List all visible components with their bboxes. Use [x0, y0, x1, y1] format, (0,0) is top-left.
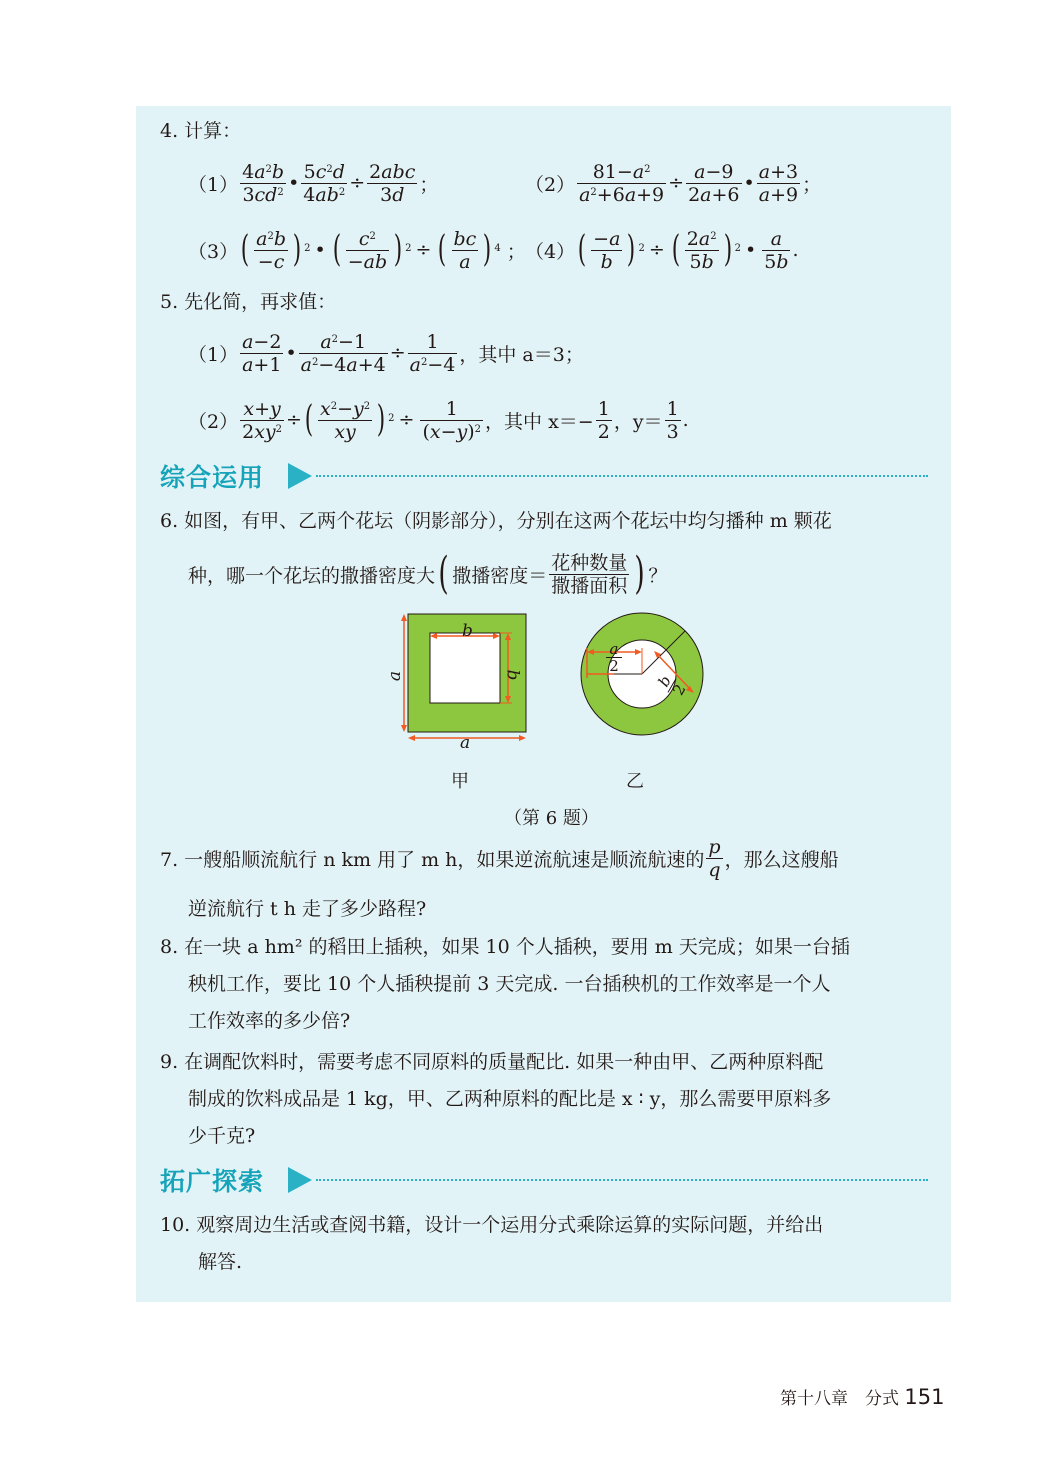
page-footer: [780, 1384, 945, 1409]
problem7-line2: 逆流航行 t h 走了多少路程?: [188, 898, 427, 920]
figure-jia-label-b-top: b: [462, 621, 473, 641]
problem8-line3: 工作效率的多少倍?: [188, 1010, 351, 1032]
figure-jia-caption: 甲: [451, 771, 469, 792]
problem10-line1: 10. 观察周边生活或查阅书籍，设计一个运用分式乘除运算的实际问题，并给出: [160, 1214, 824, 1236]
problem9-line1: 9. 在调配饮料时，需要考虑不同原料的质量配比. 如果一种由甲、乙两种原料配: [160, 1051, 824, 1073]
figure-jia-label-b-right: b: [502, 669, 523, 681]
problem4-part4: （4） ( $\frac{-a}{b}$ ) $^2$ ÷ ( $\frac{2a^2}{5b}$ ) $^2$ • $\frac{a}{5b}$ .: [525, 227, 799, 273]
density-numerator: 花种数量: [551, 551, 628, 574]
page-number: 151: [904, 1385, 945, 1409]
section-divider: [316, 1179, 928, 1181]
problem5-label: 5. 先化简，再求值：: [160, 291, 337, 313]
problem5-part1: （1） $\frac{a-2}{a+1}$ • $\frac{a^2-1}{a^2-4a+4}$ ÷ $\frac{1}{a^2-4}$ ，其中 a＝3；: [188, 330, 584, 376]
problem5-part2: （2） $\frac{x+y}{2xy^2}$ ÷ ( $\frac{x^2-y^2}{xy}$ ) $^2$ ÷ $\frac{1}{(x-y)^2}$ ，其中 x＝− $\frac{1}{2}$ ，y＝ $\frac{1}{3}$ .: [188, 397, 689, 443]
problem4-part3: （3） ( $\frac{a^2b}{-c}$ ) $^2$ • ( $\frac{c^2}{-ab}$ ) $^2$ ÷ ( $\frac{bc}{a}$ ) $^4$ ；: [188, 227, 526, 273]
figure-caption: （第 6 题）: [504, 808, 599, 829]
figure-yi-label-a-half: a 2: [606, 641, 622, 674]
density-denominator: 撒播面积: [551, 574, 628, 597]
figure-yi: [581, 613, 703, 735]
figure-yi-label-b-half: b 2: [654, 670, 691, 700]
problem4-part2: （2） $\frac{81-a^2}{a^2+6a+9}$ ÷ $\frac{a-9}{2a+6}$ • $\frac{a+3}{a+9}$ ；: [525, 160, 822, 206]
section-divider: [316, 475, 928, 477]
section-arrow-icon: [288, 1167, 312, 1193]
section-title-comprehensive: 综合运用: [160, 463, 265, 492]
problem8-line2: 秧机工作，要比 10 个人插秧提前 3 天完成. 一台插秧机的工作效率是一个人: [188, 973, 831, 995]
problem10-line2: 解答.: [198, 1251, 243, 1273]
section-title-explore: 拓广探索: [160, 1167, 265, 1196]
problem9-line3: 少千克?: [188, 1125, 256, 1147]
problem6-line1: 6. 如图，有甲、乙两个花坛（阴影部分），分别在这两个花坛中均匀播种 m 颗花: [160, 510, 832, 532]
figure-jia-label-a-bottom: a: [460, 733, 471, 753]
problem7-line1: 7. 一艘船顺流航行 n km 用了 m h，如果逆流航速是顺流航速的 $\frac{p}{q}$ ，那么这艘船: [160, 835, 839, 881]
problem8-line1: 8. 在一块 a hm² 的稻田上插秧，如果 10 个人插秧，要用 m 天完成；如果一台插: [160, 936, 850, 958]
section-arrow-icon: [288, 463, 312, 489]
problem4-label: 4. 计算：: [160, 120, 242, 142]
figure-yi-caption: 乙: [626, 771, 644, 792]
chapter-title: 第十八章 分式: [780, 1389, 899, 1409]
problem4-part1: （1） $\frac{4a^2b}{3cd^2}$ • $\frac{5c^2d}{4ab^2}$ ÷ $\frac{\text{2abc}}{3d}$ ；: [188, 160, 439, 206]
figure-jia-label-a-left: a: [385, 670, 406, 682]
problem6-line2: 种，哪一个花坛的撒播密度大 ( 撒播密度＝ $\frac{\text{花种数量}}{\text{撒播面积}}$ ) ？: [188, 548, 668, 599]
problem9-line2: 制成的饮料成品是 1 kg，甲、乙两种原料的配比是 x ∶ y，那么需要甲原料多: [188, 1088, 832, 1110]
